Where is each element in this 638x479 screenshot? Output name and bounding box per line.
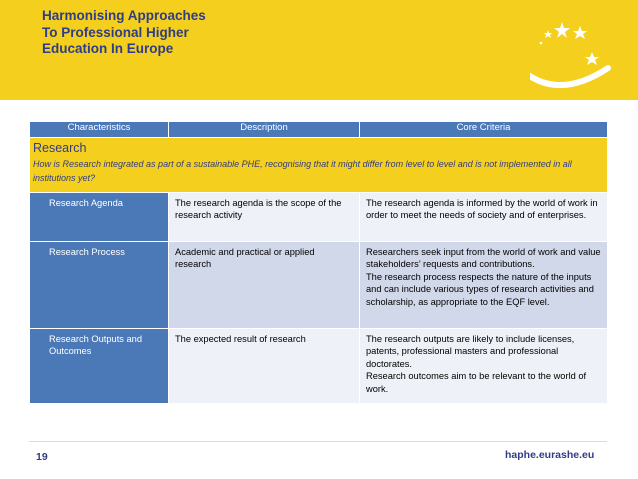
- table-row: [30, 242, 608, 329]
- brand-line-3: Education In Europe: [42, 41, 174, 56]
- table-header-row: [30, 122, 608, 138]
- characteristic-cell: Research Agenda: [30, 193, 169, 242]
- criteria-table: [29, 121, 608, 404]
- page-number: 19: [36, 451, 48, 463]
- characteristic-cell: Research Outputs and Outcomes: [30, 329, 169, 404]
- website-link[interactable]: haphe.eurashe.eu: [505, 449, 595, 461]
- criteria-cell: The research outputs are likely to include licenses, patents, professional masters and professional doctorates. Research outcomes aim to be relevant to the world of work.: [360, 329, 608, 404]
- description-cell: The expected result of research: [169, 329, 360, 404]
- section-question: How is Research integrated as part of a sustainable PHE, recognising that it might differ from level to level and is not implemented in all institutions yet?: [33, 159, 572, 183]
- footer-divider: [29, 441, 607, 442]
- star-icon: [554, 22, 570, 38]
- criteria-cell: The research agenda is informed by the world of work in order to meet the needs of society and of enterprises.: [360, 193, 608, 242]
- star-icon: [573, 26, 587, 39]
- star-icon: [544, 30, 552, 38]
- table-row: [30, 193, 608, 242]
- column-header: Description: [169, 122, 360, 138]
- eu-stars-smile-icon: [530, 20, 620, 100]
- criteria-cell: Researchers seek input from the world of work and value stakeholders’ requests and contributions. The research process respects the nature of the inputs and can include various types of research activities and scholarship, as appropriate to the EQF level.: [360, 242, 608, 329]
- column-header: Characteristics: [30, 122, 169, 138]
- brand-title: [42, 8, 206, 58]
- header-banner: [0, 0, 638, 100]
- table-row: [30, 329, 608, 404]
- description-cell: The research agenda is the scope of the research activity: [169, 193, 360, 242]
- star-icon: [585, 52, 599, 65]
- characteristic-cell: Research Process: [30, 242, 169, 329]
- description-cell: Academic and practical or applied research: [169, 242, 360, 329]
- section-title: Research: [33, 141, 87, 155]
- section-cell: [30, 138, 608, 193]
- section-row: [30, 138, 608, 193]
- brand-line-2: To Professional Higher: [42, 24, 189, 40]
- column-header: Core Criteria: [360, 122, 608, 138]
- brand-line-1: Harmonising Approaches: [42, 8, 206, 23]
